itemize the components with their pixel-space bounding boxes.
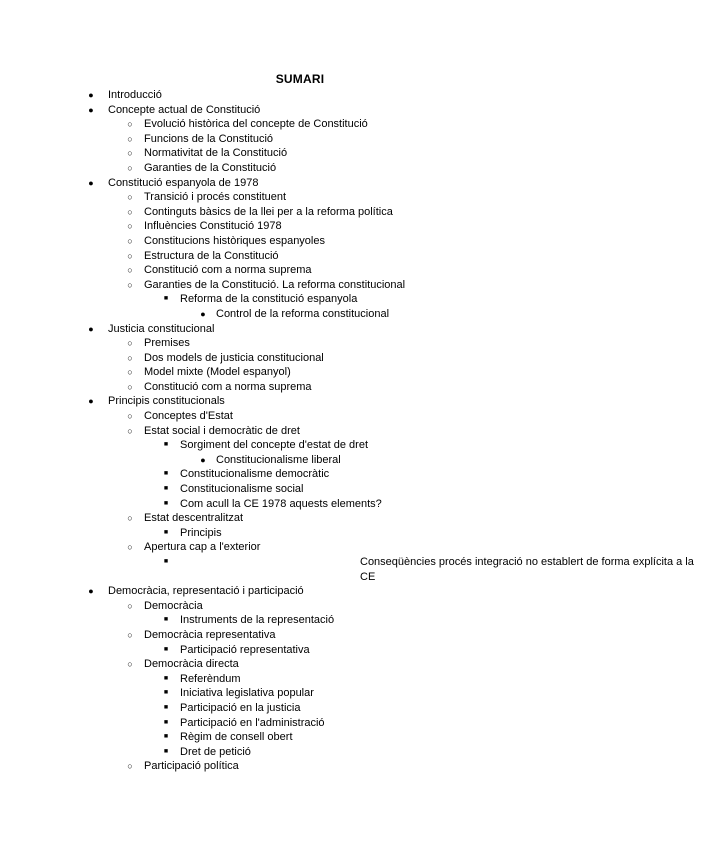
list-item-text: Principis constitucionals: [108, 395, 225, 408]
bullet-icon: ○: [127, 148, 133, 159]
list-item: [0, 716, 600, 731]
list-item: [0, 146, 600, 161]
list-item-text: Influències Constitució 1978: [144, 220, 282, 233]
list-item: [0, 511, 600, 526]
list-item-text: Democràcia representativa: [144, 628, 276, 641]
bullet-icon: ■: [163, 645, 169, 653]
list-item-text: Principis: [180, 526, 222, 539]
list-item-text: Règim de consell obert: [180, 731, 293, 744]
bullet-icon: ○: [127, 367, 133, 378]
bullet-icon: ●: [88, 90, 94, 100]
list-item-text: Estructura de la Constitució: [144, 249, 279, 262]
list-item-text: Constitucionalisme social: [180, 483, 304, 496]
list-item-text: Dret de petició: [180, 745, 251, 758]
list-item: [0, 336, 600, 351]
list-item: [0, 657, 600, 672]
list-item-text: Participació en l'administració: [180, 716, 325, 729]
list-item-text: Constitució espanyola de 1978: [108, 176, 259, 189]
list-item-text: Estat descentralitzat: [144, 512, 244, 525]
list-item-text: Justicia constitucional: [108, 322, 215, 335]
list-item: [0, 686, 600, 701]
bullet-icon: ●: [200, 454, 206, 465]
bullet-icon: ○: [127, 381, 133, 392]
bullet-icon: ○: [127, 352, 133, 363]
bullet-icon: ○: [127, 279, 133, 290]
list-item-text: Transició i procés constituent: [144, 191, 287, 204]
list-item: [0, 467, 600, 482]
list-item: [0, 263, 600, 278]
bullet-icon: ○: [127, 192, 133, 203]
list-item: [0, 497, 600, 512]
list-item-text: Instruments de la representació: [180, 614, 335, 627]
list-item: [0, 205, 600, 220]
list-item-text: Evolució històrica del concepte de Constitució: [144, 118, 368, 131]
bullet-icon: ○: [127, 162, 133, 173]
list-item: [0, 730, 600, 745]
list-item: [0, 307, 600, 322]
list-item-text: Introducció: [108, 89, 162, 101]
list-item-text: Funcions de la Constitució: [144, 132, 274, 145]
bullet-icon: ■: [163, 733, 169, 741]
list-item-text: Apertura cap a l'exterior: [144, 541, 261, 554]
bullet-icon: ■: [163, 499, 169, 507]
list-item-text: Estat social i democràtic de dret: [144, 424, 300, 437]
list-item: [0, 745, 600, 760]
list-item: [0, 394, 600, 409]
list-item-text: Model mixte (Model espanyol): [144, 366, 291, 379]
list-item: [0, 599, 600, 614]
bullet-icon: ○: [127, 250, 133, 261]
list-item-text: Continguts bàsics de la llei per a la reforma política: [144, 205, 393, 218]
list-item: [0, 482, 600, 497]
list-item-text: Participació en la justicia: [180, 701, 301, 714]
list-item: [0, 103, 600, 118]
bullet-icon: ●: [88, 586, 94, 597]
list-item-text: Sorgiment del concepte d'estat de dret: [180, 439, 368, 452]
list-item: [0, 190, 600, 205]
list-item-text: Normativitat de la Constitució: [144, 147, 288, 160]
bullet-icon: ○: [127, 513, 133, 524]
list-item: [0, 701, 600, 716]
bullet-icon: ■: [163, 747, 169, 755]
bullet-icon: ●: [88, 396, 94, 407]
list-item-text: Garanties de la Constitució. La reforma constitucional: [144, 278, 406, 291]
list-item: [0, 672, 600, 687]
bullet-icon: ■: [163, 689, 169, 697]
list-item: [0, 278, 600, 293]
bullet-icon: ○: [127, 338, 133, 349]
list-item-text: Conseqüències procés integració no establert de forma explícita a la CE: [360, 556, 694, 583]
list-item: [0, 584, 600, 599]
bullet-icon: ●: [88, 177, 94, 188]
list-item-text: Reforma de la constitució espanyola: [180, 293, 358, 306]
list-item-text: Democràcia, representació i participació: [108, 585, 304, 598]
list-item: [0, 351, 600, 366]
bullet-icon: ■: [163, 674, 169, 682]
table-of-contents: [0, 88, 694, 774]
list-item-text: Conceptes d'Estat: [144, 410, 233, 423]
list-item: [0, 628, 600, 643]
list-item-text: Garanties de la Constitució: [144, 161, 277, 174]
bullet-icon: ○: [127, 600, 133, 611]
list-item-text: Democràcia directa: [144, 658, 239, 671]
bullet-icon: ○: [127, 659, 133, 670]
list-item: [0, 117, 600, 132]
bullet-icon: ●: [88, 104, 94, 115]
bullet-icon: ■: [163, 470, 169, 478]
list-item-text: Constitucions històriques espanyoles: [144, 234, 325, 247]
list-item: [0, 161, 600, 176]
list-item-text: Dos models de justicia constitucional: [144, 351, 324, 364]
list-item: [0, 322, 600, 337]
bullet-icon: ○: [127, 761, 133, 772]
bullet-icon: ○: [127, 411, 133, 422]
list-item: [0, 555, 694, 584]
list-item: [0, 453, 600, 468]
list-item-text: Participació política: [144, 760, 239, 773]
list-item: [0, 132, 600, 147]
bullet-icon: ○: [127, 119, 133, 130]
bullet-icon: ○: [127, 629, 133, 640]
list-item-text: Constitucionalisme liberal: [216, 453, 341, 466]
bullet-icon: ○: [127, 265, 133, 276]
bullet-icon: ■: [163, 718, 169, 726]
bullet-icon: ○: [127, 542, 133, 553]
list-item: [0, 88, 600, 103]
list-item: [0, 380, 600, 395]
list-item: [0, 526, 600, 541]
list-item: [0, 365, 600, 380]
list-item-text: Iniciativa legislativa popular: [180, 687, 314, 700]
list-item-text: Constitució com a norma suprema: [144, 380, 312, 393]
list-item: [0, 540, 600, 555]
bullet-icon: ■: [163, 703, 169, 711]
bullet-icon: ○: [127, 221, 133, 232]
list-item-text: Premises: [144, 337, 190, 350]
list-item-text: Com acull la CE 1978 aquests elements?: [180, 497, 382, 510]
list-item: [0, 759, 600, 774]
list-item: [0, 176, 600, 191]
bullet-icon: ○: [127, 206, 133, 217]
list-item: [0, 249, 600, 264]
list-item-text: Referèndum: [180, 672, 241, 685]
list-item: [0, 643, 600, 658]
bullet-icon: ■: [163, 441, 169, 449]
bullet-icon: ●: [200, 308, 206, 319]
bullet-icon: ■: [163, 558, 169, 565]
list-item: [0, 292, 600, 307]
bullet-icon: ○: [127, 235, 133, 246]
list-item-text: Constitució com a norma suprema: [144, 264, 312, 277]
bullet-icon: ●: [88, 323, 94, 334]
list-item: [0, 438, 600, 453]
bullet-icon: ○: [127, 425, 133, 436]
list-item-text: Democràcia: [144, 599, 203, 612]
list-item: [0, 424, 600, 439]
list-item: [0, 409, 600, 424]
list-item: [0, 219, 600, 234]
bullet-icon: ■: [163, 485, 169, 493]
list-item-text: Control de la reforma constitucional: [216, 307, 390, 320]
list-item-text: Participació representativa: [180, 643, 310, 656]
page-title: SUMARI: [275, 72, 325, 86]
bullet-icon: ○: [127, 133, 133, 144]
list-item-text: Concepte actual de Constitució: [108, 103, 261, 116]
list-item-text: Constitucionalisme democràtic: [180, 468, 330, 481]
bullet-icon: ■: [163, 528, 169, 536]
bullet-icon: ■: [163, 295, 169, 303]
list-item: [0, 613, 600, 628]
bullet-icon: ■: [163, 616, 169, 624]
list-item: [0, 234, 600, 249]
